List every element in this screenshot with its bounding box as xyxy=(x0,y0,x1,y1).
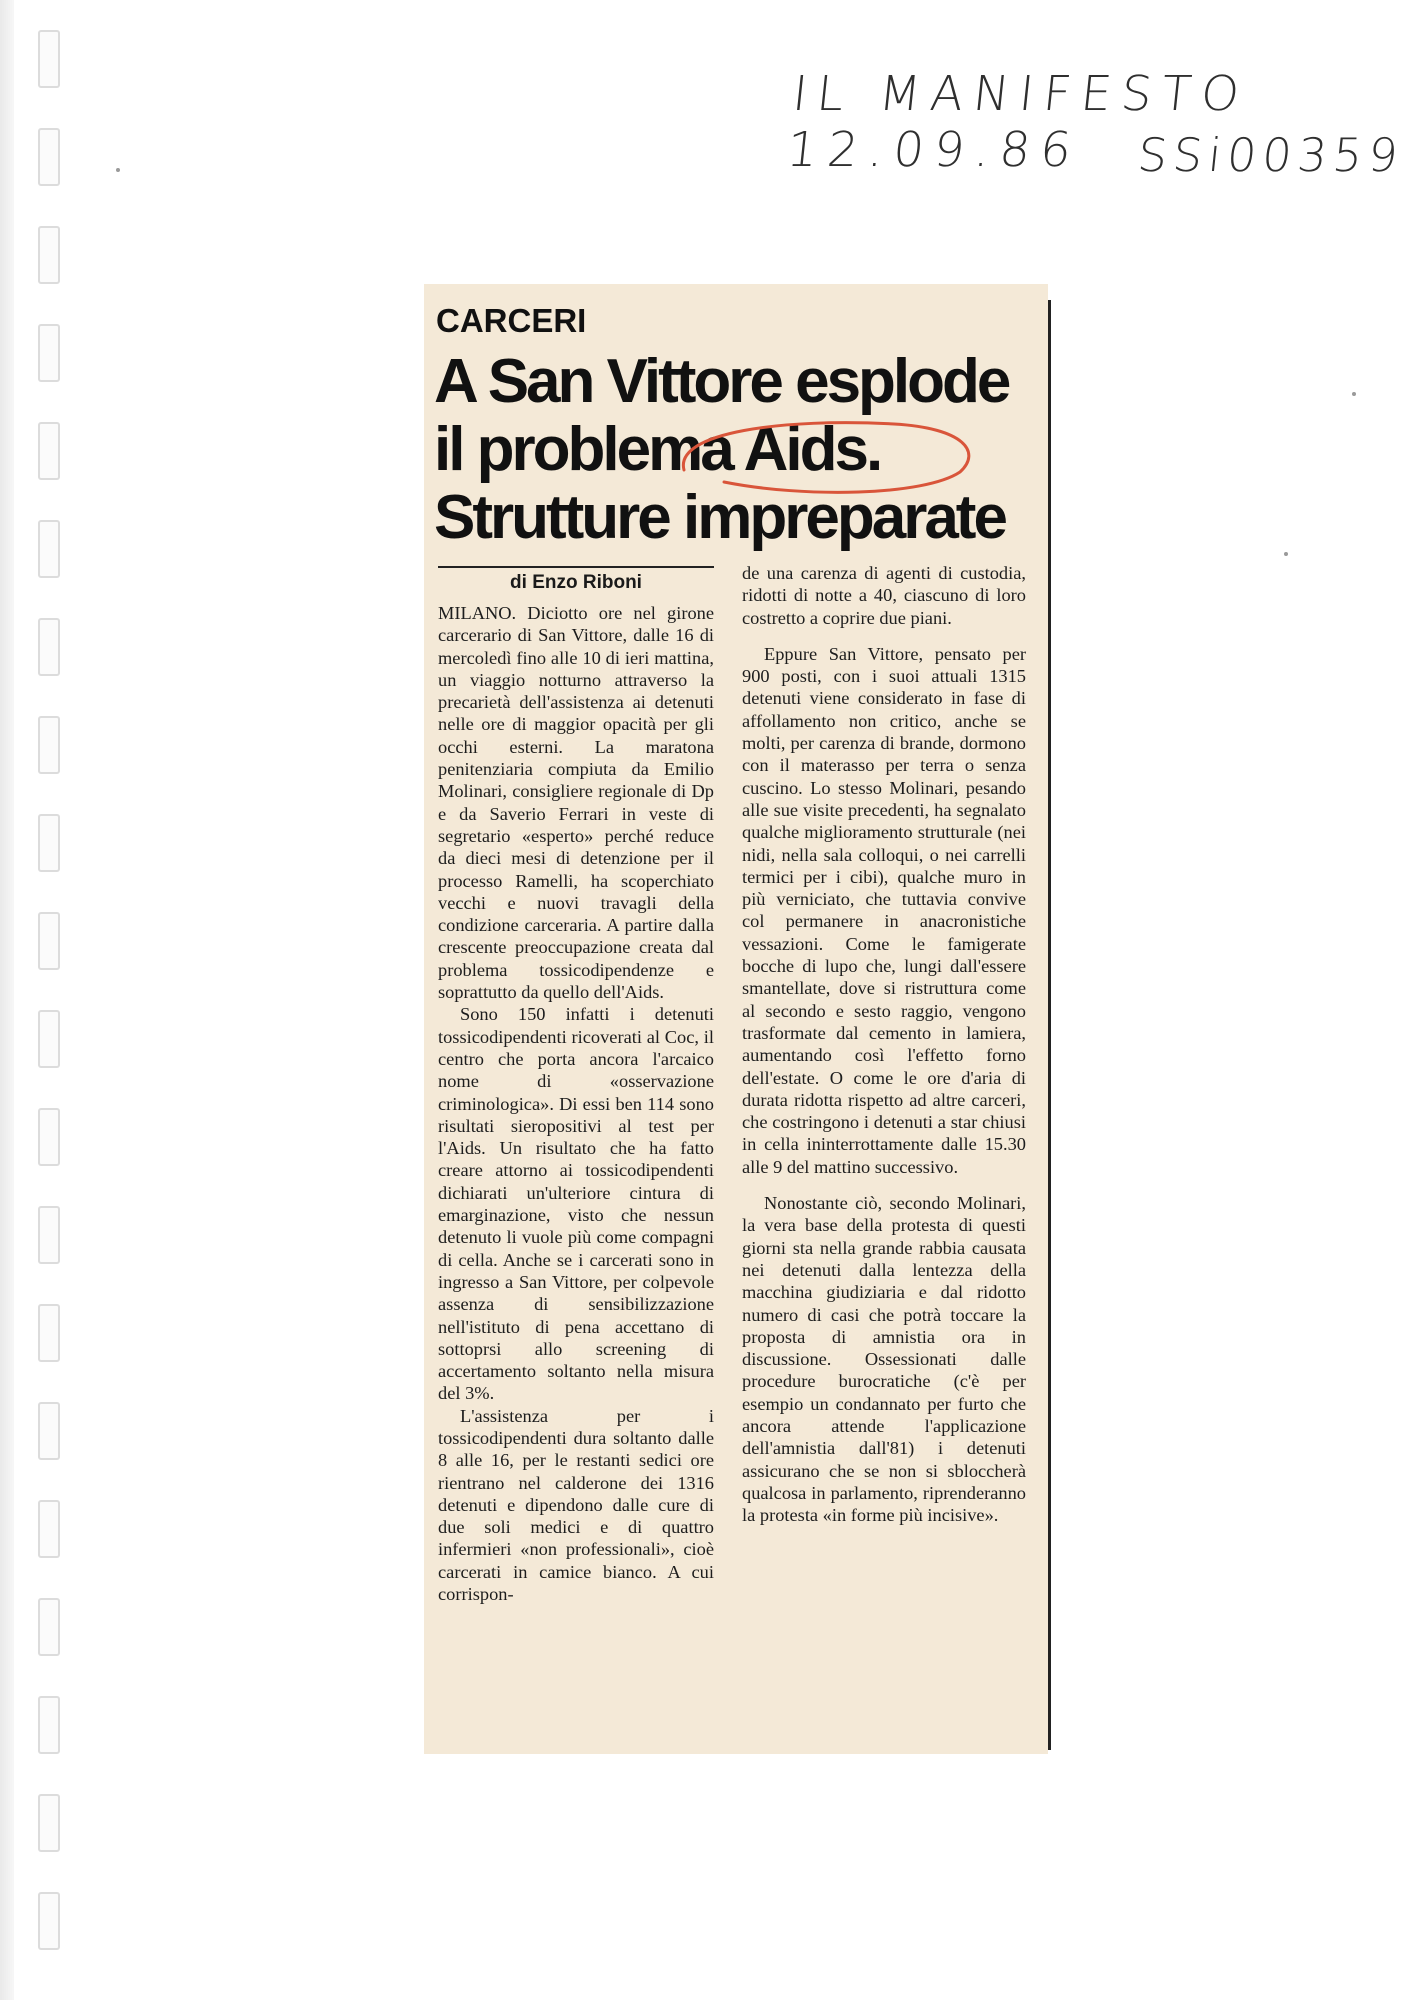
article-paragraph: Sono 150 infatti i detenuti tossicodipendenti ricoverati al Coc, il centro che porta ancora l'arcaico nome di «osservazione criminologica». Di essi ben 114 sono risultati sieropositivi al test per l'Aids. Un risultato che ha fatto creare attorno ai tossicodipendenti dichiarati un'ulteriore cintura di emarginazione, visto che nessun detenuto li vuole più come compagni di cella. Anche se i carcerati sono in ingresso a San Vittore, per colpevole assenza di sensibilizzazione nell'istituto di pena accettano di sottoprsi allo screening di accertamento soltanto nella misura del 3%. xyxy=(438,1004,714,1404)
byline-rule xyxy=(438,566,714,568)
headline-line: A San Vittore esplode xyxy=(434,347,1009,416)
speck xyxy=(116,168,120,172)
headline-line: Strutture impreparate xyxy=(434,483,1005,552)
newspaper-clipping xyxy=(424,284,1048,1754)
article-paragraph: L'assistenza per i tossicodipendenti dura soltanto dalle 8 alle 16, per le restanti sedici ore rientrano nel calderone dei 1316 detenuti e dipendono dalle cure di due soli medici e di quattro infermieri «non professionali», cioè carcerati in camice bianco. A cui corrispon- xyxy=(438,1405,714,1605)
article-column-right xyxy=(742,562,1026,1526)
speck xyxy=(1352,392,1356,396)
article-paragraph: de una carenza di agenti di custodia, ridotti di notte a 40, ciascuno di loro costretto a coprire due piani. xyxy=(742,563,1026,628)
handwritten-source-date: IL MANIFESTO 12.09.86 xyxy=(784,66,1252,178)
speck xyxy=(1284,552,1288,556)
headline xyxy=(434,348,1044,552)
section-kicker: CARCERI xyxy=(436,302,587,339)
clipping-edge-shadow xyxy=(1048,300,1051,1750)
binder-edge xyxy=(0,0,14,2000)
handwritten-archive-code: SSi00359 xyxy=(1135,128,1407,182)
article-column-left xyxy=(438,602,714,1605)
article-paragraph: Eppure San Vittore, pensato per 900 posti, con i suoi attuali 1315 detenuti viene considerato in fase di affollamento non critico, anche se molti, per carenza di brande, dormono con il materasso per terra o senza cuscino. Lo stesso Molinari, pesando alle sue visite precedenti, ha segnalato qualche miglioramento strutturale (nei nidi, nella sala colloqui, o nei carrelli termici per i cibi), qualche muro in più verniciato, che tuttavia convive col permanere in anacronistiche vessazioni. Come le famigerate bocche di lupo che, lungi dall'essere smantellate, dove si ristruttura come al secondo e sesto raggio, vengono trasformate dal cemento in lamiera, aumentando così l'effetto forno dell'estate. O come le ore d'aria di durata ridotta rispetto ad altre carceri, che costringono i detenuti a star chiusi in cella ininterrottamente dalle 15.30 alle 9 del mattino successivo. xyxy=(742,643,1026,1177)
headline-line: il problema Aids. xyxy=(434,415,881,484)
article-paragraph: MILANO. Diciotto ore nel girone carcerario di San Vittore, dalle 16 di mercoledì fino alle 10 di ieri mattina, un viaggio notturno attraverso la precarietà dell'assistenza ai detenuti nelle ore di maggior opacità per gli occhi esterni. La maratona penitenziaria compiuta da Emilio Molinari, consigliere regionale di Dp e da Saverio Ferrari in veste di segretario «esperto» perché reduce da dieci mesi di detenzione per il processo Ramelli, ha scoperchiato vecchi e nuovi travagli della condizione carceraria. A partire dalla crescente preoccupazione creata dal problema tossicodipendenze e soprattutto da quello dell'Aids. xyxy=(438,603,714,1003)
binder-holes xyxy=(38,30,62,1950)
article-paragraph: Nonostante ciò, secondo Molinari, la vera base della protesta di questi giorni sta nella grande rabbia causata nei detenuti dalla lentezza della macchina giudiziaria e dal ridotto numero di casi che potrà toccare la proposta di amnistia ora in discussione. Ossessionati dalle procedure burocratiche (c'è per esempio un condannato per furto che ancora attende l'applicazione dell'amnistia dall'81) i detenuti assicurano che se non si sbloccherà qualcosa in parlamento, riprenderanno la protesta «in forme più incisive». xyxy=(742,1193,1026,1526)
byline: di Enzo Riboni xyxy=(510,572,642,593)
